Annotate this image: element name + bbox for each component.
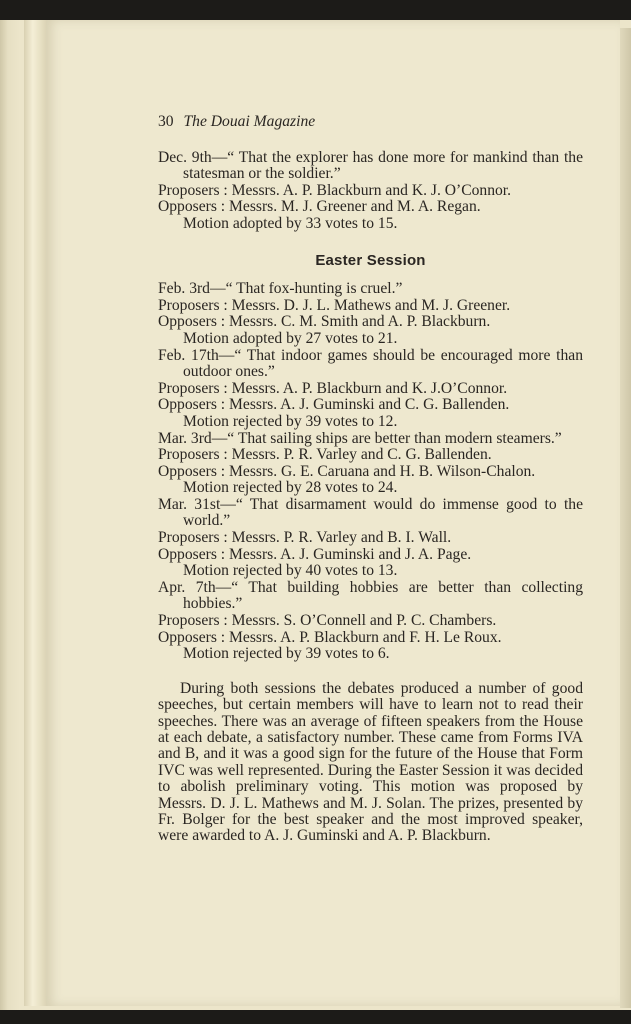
debate-proposers: Proposers : Messrs. A. P. Blackburn and K. J.O’Connor. <box>158 379 508 397</box>
magazine-title: The Douai Magazine <box>183 113 316 130</box>
debate-opposers: Opposers : Messrs. A. J. Guminski and C. G. Ballenden. <box>158 396 510 414</box>
running-head <box>158 114 583 131</box>
page-number: 30 <box>158 113 174 130</box>
debate-result: Motion adopted by 27 votes to 21. <box>183 329 398 347</box>
debate-result: Motion rejected by 39 votes to 12. <box>183 412 398 430</box>
page-content <box>158 114 583 860</box>
debate-entry <box>158 497 583 580</box>
debate-opposers: Opposers : Messrs. G. E. Caruana and H. B. Wilson-Chalon. <box>158 462 536 480</box>
right-page-edge <box>620 28 631 1008</box>
section-heading: Easter Session <box>315 251 426 269</box>
page-edges <box>24 20 47 1006</box>
debate-result: Motion adopted by 33 votes to 15. <box>183 214 398 232</box>
debate-opposers: Opposers : Messrs. C. M. Smith and A. P. Blackburn. <box>158 313 491 331</box>
debate-opposers: Opposers : Messrs. M. J. Greener and M. A. Regan. <box>158 198 481 216</box>
debate-result: Motion rejected by 39 votes to 6. <box>183 645 390 663</box>
debate-opposers: Opposers : Messrs. A. J. Guminski and J. A. Page. <box>158 545 472 563</box>
debate-result: Motion rejected by 40 votes to 13. <box>183 562 398 580</box>
debate-motion: Mar. 3rd—“ That sailing ships are better than modern steamers.” <box>158 429 562 447</box>
debate-proposers: Proposers : Messrs. S. O’Connell and P. C. Chambers. <box>158 612 497 630</box>
debate-proposers: Proposers : Messrs. P. R. Varley and B. I. Wall. <box>158 529 452 547</box>
debate-motion: Apr. 7th—“ That building hobbies are better than collecting hobbies.” <box>158 578 583 613</box>
debate-result: Motion rejected by 28 votes to 24. <box>183 479 398 497</box>
debate-proposers: Proposers : Messrs. A. P. Blackburn and K. J. O’Connor. <box>158 181 512 199</box>
debate-entry <box>158 150 583 233</box>
debate-entry <box>158 348 583 431</box>
debate-proposers: Proposers : Messrs. D. J. L. Mathews and M. J. Greener. <box>158 296 511 314</box>
debate-proposers: Proposers : Messrs. P. R. Varley and C. G. Ballenden. <box>158 446 492 464</box>
closing-paragraph: During both sessions the debates produced a number of good speeches, but certain members will have to learn not to read their speeches. There was an average of fifteen speakers from the House at each debate, a satisfactory number. These came from Forms IVA and B, and it was a good sign for the future of the House that Form IVC was well represented. During the Easter Session it was decided to abolish preliminary voting. This motion was proposed by Messrs. D. J. L. Mathews and M. J. Solan. The prizes, presented by Fr. Bolger for the best speaker and the most improved speaker, were awarded to A. J. Guminski and A. P. Blackburn. <box>158 679 583 845</box>
debate-entry <box>158 281 583 347</box>
debate-motion: Dec. 9th—“ That the explorer has done more for mankind than the statesman or the soldier.” <box>158 148 583 183</box>
debate-entry <box>158 580 583 663</box>
debate-motion: Feb. 3rd—“ That fox-hunting is cruel.” <box>158 280 403 298</box>
debate-entry <box>158 431 583 497</box>
debate-opposers: Opposers : Messrs. A. P. Blackburn and F. H. Le Roux. <box>158 628 502 646</box>
debate-motion: Mar. 31st—“ That disarmament would do immense good to the world.” <box>158 495 583 530</box>
debate-motion: Feb. 17th—“ That indoor games should be encouraged more than outdoor ones.” <box>158 346 583 381</box>
